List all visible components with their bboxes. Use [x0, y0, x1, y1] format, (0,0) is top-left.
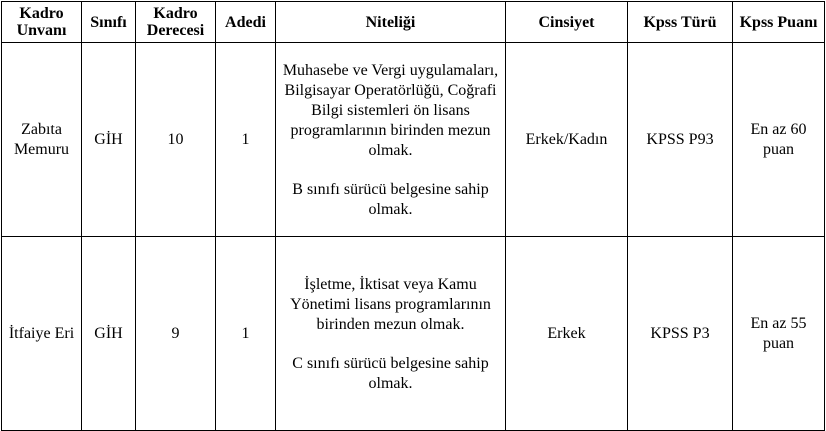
- cell-cinsiyet: Erkek/Kadın: [506, 43, 628, 237]
- cell-cinsiyet: Erkek: [506, 237, 628, 431]
- header-niteligi: Niteliği: [276, 2, 506, 43]
- cell-kpss-puani: En az 60 puan: [733, 43, 825, 237]
- header-sinifi: Sınıfı: [82, 2, 136, 43]
- header-adedi: Adedi: [216, 2, 276, 43]
- header-kadro-unvani: Kadro Unvanı: [2, 2, 82, 43]
- niteligi-license: B sınıfı sürücü belgesine sahip olmak.: [292, 180, 489, 218]
- header-cinsiyet: Cinsiyet: [506, 2, 628, 43]
- header-kadro-derecesi: Kadro Derecesi: [136, 2, 216, 43]
- cell-adedi: 1: [216, 237, 276, 431]
- header-kpss-puani: Kpss Puanı: [733, 2, 825, 43]
- cell-kpss-turu: KPSS P3: [628, 237, 733, 431]
- cell-kpss-puani: En az 55 puan: [733, 237, 825, 431]
- cell-kadro-unvani: Zabıta Memuru: [2, 43, 82, 237]
- cell-niteligi: [276, 43, 506, 237]
- niteligi-license: C sınıfı sürücü belgesine sahip olmak.: [292, 354, 489, 392]
- kadro-table: [1, 1, 825, 431]
- cell-sinifi: GİH: [82, 43, 136, 237]
- cell-kadro-derecesi: 9: [136, 237, 216, 431]
- niteligi-education: İşletme, İktisat veya Kamu Yönetimi lisans programlarının birinden mezun olmak.: [290, 275, 491, 333]
- table-row: [2, 43, 825, 237]
- cell-sinifi: GİH: [82, 237, 136, 431]
- header-row: [2, 2, 825, 43]
- niteligi-education: Muhasebe ve Vergi uygulamaları, Bilgisayar Operatörlüğü, Coğrafi Bilgi sistemleri ön lisans programlarının birinden mezun olmak.: [282, 61, 499, 159]
- cell-niteligi: [276, 237, 506, 431]
- cell-kadro-derecesi: 10: [136, 43, 216, 237]
- cell-kpss-turu: KPSS P93: [628, 43, 733, 237]
- cell-kadro-unvani: İtfaiye Eri: [2, 237, 82, 431]
- cell-adedi: 1: [216, 43, 276, 237]
- header-kpss-turu: Kpss Türü: [628, 2, 733, 43]
- table-row: [2, 237, 825, 431]
